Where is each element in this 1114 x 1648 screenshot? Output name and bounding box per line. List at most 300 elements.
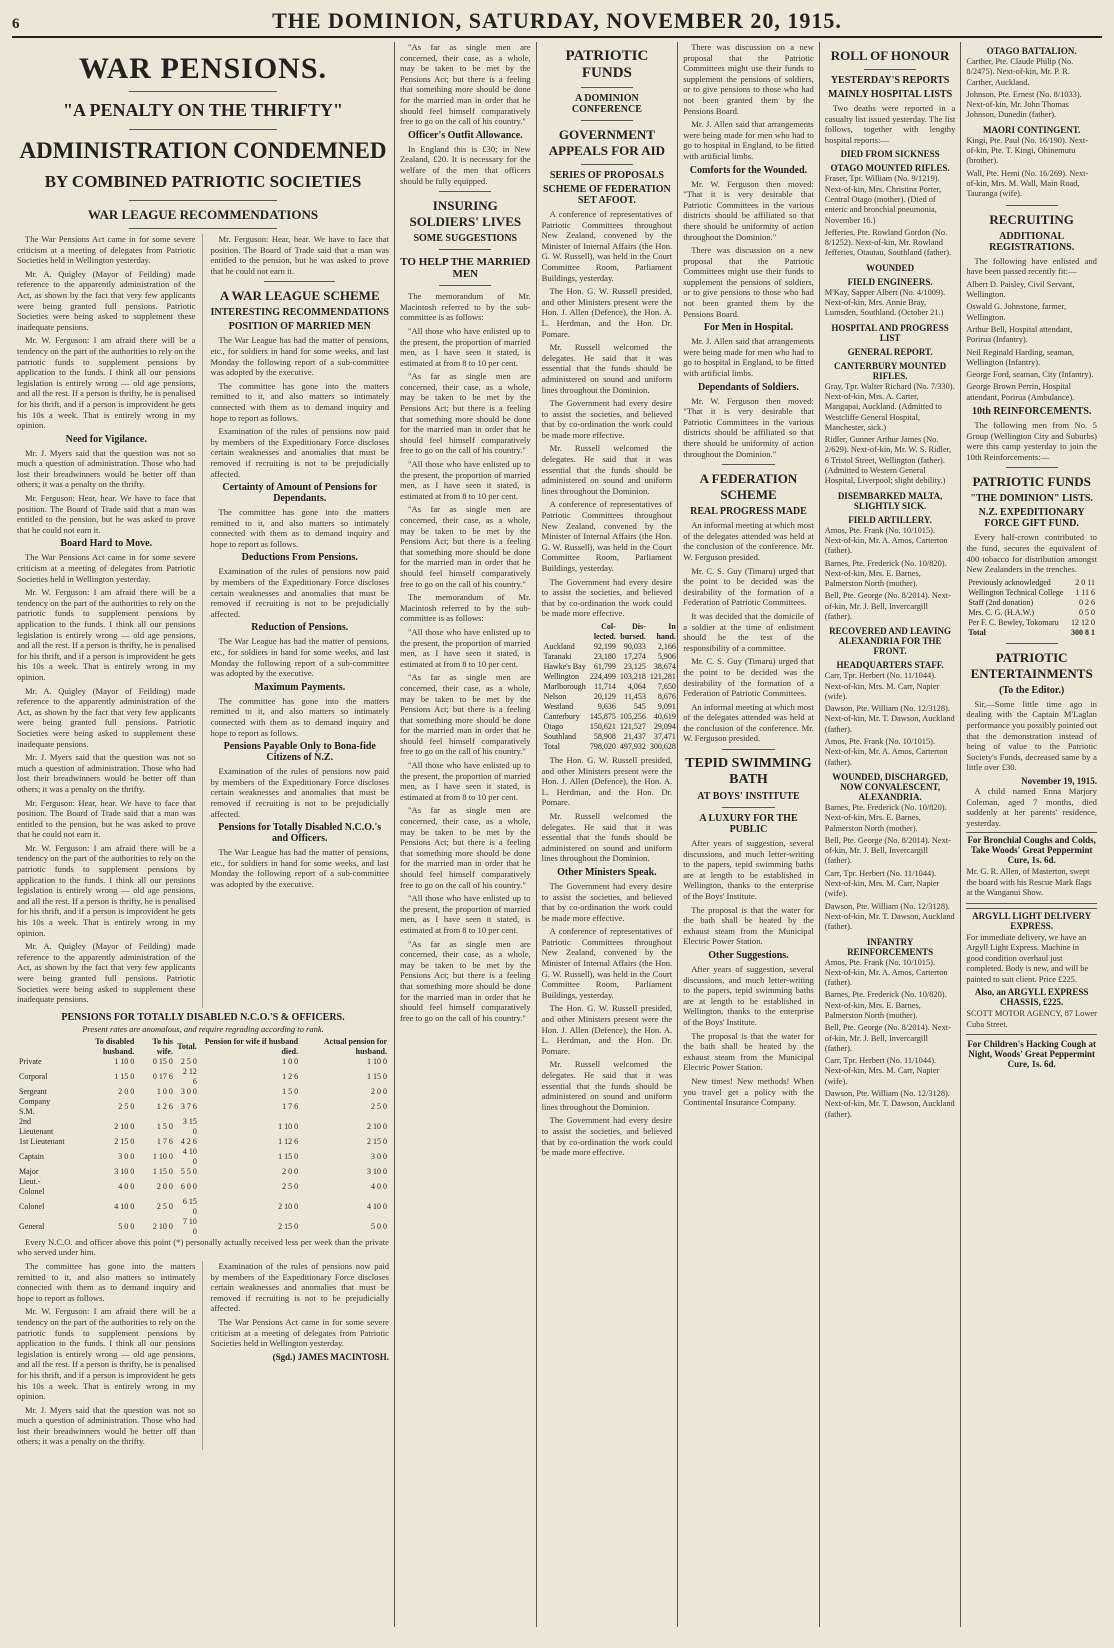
table-cell: Per F. C. Bewley, Tokomaru bbox=[968, 617, 1059, 627]
ad-title: Also, an ARGYLL EXPRESS CHASSIS, £225. bbox=[974, 987, 1089, 1008]
otago-battalion-heading: OTAGO BATTALION. bbox=[986, 46, 1077, 56]
paragraph: The War Pensions Act came in for some severe criticism at a meeting of delegates from Patriotic Societies held in Wellington yesterday. bbox=[17, 552, 196, 584]
list-item: Amos, Pte. Frank (No. 10/1015). Next-of-kin, Mr. A. Amos, Carterton (father). bbox=[824, 525, 948, 556]
paragraph: The War League has had the matter of pensions, etc., for soldiers in hand for some weeks, and last Monday the following report of a sub-committee was adopted by the executive. bbox=[210, 636, 389, 679]
table-header-cell bbox=[17, 1037, 67, 1057]
paragraph: Mr. Ferguson: Hear, hear. We have to face that position. The Board of Trade said that a man was entitled to the pension, but he was asked to prove that he could not earn it. bbox=[210, 234, 389, 276]
paragraph: "All those who have enlisted up to the present, the proportion of married men, as I have seen it stated, is estimated at from 8 to 10 per cent. bbox=[400, 893, 531, 935]
recruiting-intro: The following have enlisted and have been passed recently fit:— bbox=[966, 255, 1097, 277]
pension-table-title: PENSIONS FOR TOTALLY DISABLED N.C.O.'S & OFFICERS. bbox=[61, 1011, 345, 1023]
table-row bbox=[966, 588, 1097, 598]
war-league-title: A WAR LEAGUE SCHEME bbox=[219, 288, 380, 304]
subheading: Other Suggestions. bbox=[708, 950, 789, 961]
paragraph: Mr. J. Myers said that the question was not so much a question of administration. Those who had lost their breadwinners would be better off than others; it was a penalty on the thrifty. bbox=[17, 1404, 196, 1447]
table-cell: Marlborough bbox=[543, 681, 586, 691]
table-header-cell: Pension for wife if husband died. bbox=[204, 1036, 299, 1056]
table-cell: 0 15 0 bbox=[152, 1056, 173, 1066]
table-cell: 4 2 6 bbox=[180, 1136, 197, 1146]
ad-title: For Children's Hacking Cough at Night, Woods' Great Peppermint Cure, 1s. 6d. bbox=[967, 1039, 1097, 1070]
to-editor: (To the Editor.) bbox=[999, 684, 1065, 696]
table-cell: 300,628 bbox=[649, 741, 676, 751]
conference-heading: A DOMINION CONFERENCE bbox=[571, 93, 642, 115]
table-row bbox=[542, 702, 678, 712]
list-item: George Ford, seaman, City (Infantry). bbox=[966, 370, 1094, 380]
entertainments-text: Sir,—Some little time ago in dealing with the Captain M'Laglan performance you possibly pointed out that the demonstration instead of being of value to the Patriotic Society's Funds, decreased same by a little over £30. bbox=[966, 698, 1097, 773]
table-cell: 0 5 0 bbox=[1078, 607, 1095, 617]
funds-table bbox=[542, 622, 678, 752]
table-cell: Colonel bbox=[19, 1201, 45, 1211]
table-cell: Corporal bbox=[19, 1071, 48, 1081]
letter-date: November 19, 1915. bbox=[1021, 775, 1097, 786]
table-cell: Hawke's Bay bbox=[543, 661, 586, 671]
paragraph: "As far as single men are concerned, their case, as a whole, may be taken to be met by the Pensions Act; but there is a feeling that something more should be done for the married man in order that he should feel himself comparatively free to go on the call of his country." bbox=[400, 805, 531, 890]
paragraph: Mr. Russell welcomed the delegates. He said that it was essential that the funds should be administered on sound and uniform lines throughout the Dominion. bbox=[541, 443, 673, 496]
paragraph: New times! New methods! When you travel get a policy with the Continental Insurance Company. bbox=[683, 1075, 814, 1108]
table-row bbox=[542, 712, 678, 722]
table-cell: 1 15 0 bbox=[114, 1071, 135, 1081]
pension-table bbox=[17, 1037, 389, 1237]
paragraph: "As far as single men are concerned, their case, as a whole, may be taken to be met by the Pensions Act; but there is a feeling that something more should be done for the married man in order that he should feel himself comparatively free to go on the call of his country." bbox=[400, 42, 531, 127]
table-cell: 0 2 6 bbox=[1078, 597, 1095, 607]
table-cell: 2 0 0 bbox=[118, 1086, 135, 1096]
table-row bbox=[966, 608, 1097, 618]
paragraph: Mr. C. S. Guy (Timaru) urged that the point to be decided was the desirability of the formation of a Federation of Patriotic Committees. bbox=[683, 656, 814, 699]
paragraph: Mr. W. Ferguson: I am afraid there will be a tendency on the part of the authorities to rely on the patriotic funds to supplement pensions by application to the funds. I think all our pensions legislation is entirely wrong — old age pensions, and all the rest. If a person is thrifty, he is penalised for his thrift, and if a person is improvident he gets his 10s a week. That is entirely wrong in my opinion. bbox=[17, 1306, 196, 1402]
subheading: Certainty of Amount of Pensions for Dependants. bbox=[222, 482, 378, 505]
paragraph: Mr. Russell welcomed the delegates. He said that it was essential that the funds should be administered on sound and uniform lines throughout the Dominion. bbox=[541, 810, 673, 864]
table-cell: 5,906 bbox=[657, 651, 676, 661]
table-cell: 40,619 bbox=[653, 711, 676, 721]
table-cell: 4 10 0 bbox=[114, 1201, 135, 1211]
table-cell: 3 10 0 bbox=[114, 1166, 135, 1176]
paragraph: The committee has gone into the matters remitted to it, and also matters so intimately connected with them as to demand inquiry and hope to report as follows. bbox=[210, 380, 389, 423]
paragraph: Mr. W. Ferguson then moved: "That it is very desirable that Patriotic Committees in the various districts should be affiliated so that there should be uniformity of action throughout the Dominion." bbox=[683, 395, 814, 459]
donations-total: 300 8 1 bbox=[1070, 627, 1095, 637]
table-cell: 29,094 bbox=[653, 721, 676, 731]
table-cell: 7,650 bbox=[657, 681, 676, 691]
paragraph: Mr. W. Ferguson: I am afraid there will be a tendency on the part of the authorities to rely on the patriotic funds to supplement pensions by application to the funds. I think all our pensions legislation is entirely wrong — old age pensions, and all the rest. If a person is thrifty, he is penalised for his thrift, and if a person is improvident he gets his 10s a week. That is entirely wrong in my opinion. bbox=[17, 842, 196, 938]
table-header-cell: Col-lected. bbox=[593, 621, 616, 641]
paragraph: There was discussion on a new proposal that the Patriotic Committees might use their funds to supplement the pensions of soldiers, or to give pensions to those who had not been granted them by the Pensions Board. bbox=[683, 245, 814, 319]
war-league-sub2: POSITION OF MARRIED MEN bbox=[228, 321, 371, 333]
table-cell: 2 15 0 bbox=[114, 1136, 135, 1146]
table-header-cell: To disabled husband. bbox=[95, 1036, 135, 1056]
table-cell: 2,166 bbox=[657, 641, 676, 651]
insuring-sub: SOME SUGGESTIONS bbox=[413, 233, 518, 245]
table-cell: 2 5 0 bbox=[180, 1056, 197, 1066]
table-row bbox=[542, 642, 678, 652]
table-header-cell: Dis-bursed. bbox=[620, 621, 646, 641]
table-cell: Private bbox=[19, 1056, 42, 1066]
table-cell: Previously acknowledged bbox=[968, 577, 1051, 587]
paragraph: The Hon. G. W. Russell presided, and other Ministers present were the Hon. J. Allen (Defence), the Hon. A. L. Herdman, and the Hon. Dr. Pomare. bbox=[541, 286, 673, 339]
table-cell: 61,799 bbox=[593, 661, 616, 671]
war-pensions-section bbox=[12, 42, 395, 1627]
table-cell: Company S.M. bbox=[19, 1096, 51, 1116]
table-cell: Auckland bbox=[543, 641, 575, 651]
subheading: Need for Vigilance. bbox=[65, 433, 147, 445]
table-cell: 1 0 0 bbox=[282, 1056, 299, 1066]
list-item: Dawson, Pte. William (No. 12/3128). Next-of-kin, Mr. T. Dawson, Auckland (father). bbox=[824, 1089, 955, 1119]
table-row bbox=[966, 598, 1097, 608]
paragraph: "All those who have enlisted up to the present, the proportion of married men, as I have seen it stated, is estimated at from 8 to 10 per cent. bbox=[400, 459, 531, 501]
table-header-cell: In hand. bbox=[656, 621, 676, 641]
gift-fund: N.Z. EXPEDITIONARY FORCE GIFT FUND. bbox=[978, 507, 1085, 530]
table-cell: 145,875 bbox=[589, 711, 616, 721]
pension-table-subtitle: Present rates are anomalous, and require regrading according to rank. bbox=[82, 1023, 324, 1034]
list-item: Bell, Pte. George (No. 8/2014). Next-of-kin, Mr. J. Bell, Invercargill (father). bbox=[824, 835, 951, 866]
list-item: M'Kay, Sapper Albert (No. 4/1009). Next-of-kin, Mrs. Annie Bray, Lumsden, Southland. (October 21.) bbox=[824, 287, 946, 318]
newspaper-page bbox=[12, 8, 1102, 1628]
subheading: Maximum Payments. bbox=[254, 681, 346, 693]
table-cell: 4 0 0 bbox=[371, 1181, 387, 1191]
table-cell: 11,453 bbox=[624, 691, 646, 701]
table-cell: 21,437 bbox=[623, 731, 646, 741]
subheading: For Men in Hospital. bbox=[703, 322, 794, 334]
signature: (Sgd.) JAMES MACINTOSH. bbox=[272, 1351, 389, 1362]
condemned-heading: ADMINISTRATION CONDEMNED bbox=[19, 138, 387, 163]
table-cell: Staff (2nd donation) bbox=[968, 597, 1034, 607]
table-cell: 5 0 0 bbox=[371, 1221, 387, 1231]
paragraph: There was discussion on a new proposal that the Patriotic Committees might use their funds to supplement the pensions of soldiers, or to give pensions to those who had not been granted them by the Pensions Board. bbox=[683, 42, 814, 116]
table-cell: 11,714 bbox=[594, 681, 616, 691]
table-cell: 4 0 0 bbox=[118, 1181, 135, 1191]
table-row bbox=[17, 1117, 389, 1137]
list-item: Amos, Pte. Frank (No. 10/1015). Next-of-kin, Mr. A. Amos, Carterton (father). bbox=[824, 737, 948, 767]
married-men-heading: TO HELP THE MARRIED MEN bbox=[400, 256, 531, 281]
subheading: Comforts for the Wounded. bbox=[689, 164, 808, 176]
donations-total-label: Total bbox=[968, 627, 986, 637]
table-cell: 8,676 bbox=[657, 691, 676, 701]
list-item: Dawson, Pte. William (No. 12/3128). Next-of-kin, Mr. T. Dawson, Auckland (father). bbox=[824, 704, 955, 734]
table-cell: 121,281 bbox=[649, 671, 676, 681]
table-row bbox=[17, 1097, 389, 1117]
subheading: Other Ministers Speak. bbox=[557, 866, 657, 878]
table-cell: 37,471 bbox=[653, 731, 676, 741]
table-cell: 103,218 bbox=[619, 671, 646, 681]
officer-allowance-title: Officer's Outfit Allowance. bbox=[407, 129, 523, 141]
unit-heading: FIELD ENGINEERS. bbox=[847, 276, 933, 287]
table-cell: 1 5 0 bbox=[156, 1121, 173, 1131]
funds-box-title: PATRIOTIC FUNDS bbox=[972, 474, 1091, 490]
list-item: Jefferies, Pte. Rowland Gordon (No. 8/1252). Next-of-kin, Mr. Rowland Jefferies, Otautau, Southland (father). bbox=[824, 227, 952, 258]
list-item: Albert D. Paisley, Civil Servant, Wellington. bbox=[966, 279, 1075, 300]
paragraph: An informal meeting at which most of the delegates attended was held at the conclusion of the conference. Mr. W. Ferguson presided. bbox=[683, 701, 814, 744]
paragraph: Mr. A. Quigley (Mayor of Feilding) made reference to the apparently administration of the Act, as shown by the fact that very few applicants were being granted full pensions. Patriotic Societies were being asked to supplement these inadequate pensions. bbox=[17, 941, 196, 1005]
list-item: Oswald G. Johnstone, farmer, Wellington. bbox=[966, 302, 1067, 322]
table-row bbox=[542, 722, 678, 732]
federation-section bbox=[678, 42, 820, 1627]
paragraph: The Government had every desire to assist the societies, and believed that by co-ordination the work could be made more effective. bbox=[541, 880, 673, 923]
table-cell: 2 10 0 bbox=[278, 1201, 299, 1211]
paragraph: The memorandum of Mr. Macintosh referred to by the sub-committee is as follows: bbox=[400, 291, 531, 323]
page-number: 6 bbox=[12, 16, 20, 32]
ad-text: SCOTT MOTOR AGENCY, 87 Lower Cuba Street. bbox=[966, 1009, 1097, 1029]
subheading: Reduction of Pensions. bbox=[251, 622, 349, 634]
table-cell: Captain bbox=[19, 1151, 44, 1161]
advertisement bbox=[966, 832, 1097, 904]
table-row bbox=[542, 662, 678, 672]
list-item: Arthur Bell, Hospital attendant, Porirua (Infantry). bbox=[966, 324, 1073, 345]
table-cell: 121,527 bbox=[619, 721, 646, 731]
table-cell: 2 0 11 bbox=[1075, 577, 1095, 587]
recruiting-section bbox=[961, 42, 1102, 1627]
patriotic-funds-section bbox=[537, 42, 679, 1627]
paragraph: The War League has had the matter of pensions, etc., for soldiers in hand for some weeks, and last Monday the following report of a sub-committee was adopted by the executive. bbox=[210, 335, 389, 378]
table-row bbox=[542, 652, 678, 662]
table-cell: 1 10 0 bbox=[152, 1151, 173, 1161]
paragraph: Mr. W. Ferguson: I am afraid there will be a tendency on the part of the authorities to rely on the patriotic funds to supplement pensions by application to the funds. I think all our pensions legislation is entirely wrong — old age pensions, and all the rest. If a person is thrifty, he is penalised for his thrift, and if a person is improvident he gets his 10s a week. That is entirely wrong in my opinion. bbox=[17, 335, 196, 431]
officer-allowance-text: In England this is £30; in New Zealand, £20. It is necessary for the welfare of the men that officers should be fully equipped. bbox=[400, 143, 531, 186]
table-cell: 5 0 0 bbox=[118, 1221, 135, 1231]
insuring-section bbox=[395, 42, 537, 1627]
table-cell: Major bbox=[19, 1166, 39, 1176]
table-cell: 2 15 0 bbox=[367, 1136, 387, 1146]
list-item: Carr, Tpr. Herbert (No. 11/1044). Next-of-kin, Mrs. M. Carr, Napier (wife). bbox=[824, 1056, 940, 1086]
paragraph: The proposal is that the water for the bath shall be heated by the exhaust steam from the Municipal Electric Power Station. bbox=[683, 904, 814, 947]
table-cell: 3 7 6 bbox=[180, 1101, 197, 1111]
table-row bbox=[17, 1197, 389, 1217]
table-cell: 92,199 bbox=[593, 641, 616, 651]
patriotic-title: PATRIOTIC FUNDS bbox=[565, 48, 649, 81]
table-row bbox=[542, 732, 678, 742]
table-cell: 1 10 0 bbox=[114, 1056, 135, 1066]
list-item: Barnes, Pte. Frederick (No. 10/820). Next-of-kin, Mrs. E. Barnes, Palmerston North (mother). bbox=[824, 802, 947, 833]
paragraph: "As far as single men are concerned, their case, as a whole, may be taken to be met by the Pensions Act; but there is a feeling that something more should be done for the married man in order that he should feel himself comparatively free to go on the call of his country." bbox=[400, 938, 531, 1023]
paragraph: The Hon. G. W. Russell presided, and other Ministers present were the Hon. J. Allen (Defence), the Hon. A. L. Herdman, and the Hon. Dr. Pomare. bbox=[541, 1003, 673, 1056]
table-cell: 4,064 bbox=[627, 681, 646, 691]
table-row bbox=[542, 692, 678, 702]
table-cell: 1 2 6 bbox=[156, 1101, 173, 1111]
war-pensions-title: WAR PENSIONS. bbox=[78, 52, 328, 85]
table-cell: 3 0 0 bbox=[180, 1086, 197, 1096]
table-cell: 3 10 0 bbox=[367, 1166, 387, 1176]
list-item: Amos, Pte. Frank (No. 10/1015). Next-of-kin, Mr. A. Amos, Carterton (father). bbox=[824, 957, 948, 988]
list-item: Carther, Pte. Claude Philip (No. 8/2475). Next-of-kin, Mr. P. R. Carther, Auckland. bbox=[966, 57, 1074, 87]
disembarked-heading: DISEMBARKED MALTA, SLIGHTLY SICK. bbox=[837, 490, 943, 511]
paragraph: The War League has had the matter of pensions, etc., for soldiers in hand for some weeks, and last Monday the following report of a sub-committee was adopted by the executive. bbox=[210, 847, 389, 889]
paragraph: After years of suggestion, several discussions, and much letter-writing to the papers, tepid swimming baths are at length to be established in Wellington, thanks to the enterprise of the Boys' Institute. bbox=[683, 964, 814, 1027]
list-item: Carr, Tpr. Herbert (No. 11/1044). Next-of-kin, Mrs. M. Carr, Napier (wife). bbox=[824, 868, 940, 899]
paragraph: The committee has gone into the matters remitted to it, and also matters so intimately connected with them as to demand inquiry and hope to report as follows. bbox=[17, 1260, 196, 1303]
paragraph: The War Pensions Act came in for some severe criticism at a meeting of delegates from Patriotic Societies held in Wellington yesterday. bbox=[17, 234, 196, 266]
table-row bbox=[17, 1137, 389, 1147]
paragraph: Examination of the rules of pensions now paid by members of the Expeditionary Force discloses certain weaknesses and anomalies that must be removed if recruiting is not to be prejudicially affected. bbox=[210, 426, 389, 479]
table-cell: Southland bbox=[543, 731, 577, 741]
paragraph: "All those who have enlisted up to the present, the proportion of married men, as I have seen it stated, is estimated at from 8 to 10 per cent. bbox=[400, 760, 531, 802]
reports-heading: YESTERDAY'S REPORTS bbox=[830, 75, 950, 86]
roll-title: ROLL OF HONOUR bbox=[830, 48, 950, 63]
table-header-cell: Actual pension for husband. bbox=[323, 1036, 387, 1056]
paragraph: "As far as single men are concerned, their case, as a whole, may be taken to be met by the Pensions Act; but there is a feeling that something more should be done for the married man in order that he should feel himself comparatively free to go on the call of his country." bbox=[400, 371, 531, 456]
ad-text: Mr. G. R. Allen, of Masterton, swept the board with his Rescue Mark flags at the Wanganui Show. bbox=[966, 867, 1092, 898]
paragraph: "As far as single men are concerned, their case, as a whole, may be taken to be met by the Pensions Act; but there is a feeling that something more should be done for the married man in order that he should feel himself comparatively free to go on the call of his country." bbox=[400, 504, 531, 589]
list-item: Kingi, Pte. Paul (No. 16/190). Next-of-kin, Pte. T. Kingi, Ohinemutu (brother). bbox=[966, 135, 1089, 166]
table-cell: Sergeant bbox=[19, 1086, 47, 1096]
table-row bbox=[966, 618, 1097, 628]
federation-heading: SCHEME OF FEDERATION SET AFOOT. bbox=[542, 184, 671, 206]
table-cell: 2 5 0 bbox=[371, 1101, 387, 1111]
paragraph: Mr. J. Allen said that arrangements were being made for men who had to go to hospital in England, to be fitted with artificial limbs. bbox=[683, 119, 814, 161]
paragraph: "All those who have enlisted up to the present, the proportion of married men, as I have seen it stated, is estimated at from 8 to 10 per cent. bbox=[400, 626, 531, 669]
list-item: Barnes, Pte. Frederick (No. 10/820). Next-of-kin, Mrs. E. Barnes, Palmerston North (mother). bbox=[824, 558, 947, 589]
recruiting-title: RECRUITING bbox=[989, 211, 1074, 227]
table-cell: Westland bbox=[543, 701, 574, 711]
dominion-lists: "THE DOMINION" LISTS. bbox=[970, 493, 1093, 505]
table-cell: 12 12 0 bbox=[1070, 617, 1095, 627]
paragraph: A conference of representatives of Patriotic Committees throughout New Zealand, convened by the Minister of Internal Affairs (the Hon. G. W. Russell), was held in the Court Committee Room, Parliament Buildings, yesterday. bbox=[541, 926, 673, 1000]
table-cell: 3 0 0 bbox=[371, 1151, 387, 1161]
paragraph: Mr. A. Quigley (Mayor of Feilding) made reference to the apparently administration of the Act, as shown by the fact that very few applicants were being granted full pensions. Patriotic Societies were being asked to supplement these inadequate pensions. bbox=[17, 268, 196, 332]
table-cell: Otago bbox=[543, 721, 564, 731]
table-cell: 2 5 0 bbox=[118, 1101, 135, 1111]
table-cell: Nelson bbox=[543, 691, 567, 701]
paragraph: It was decided that the domicile of a soldier at the time of enlistment should be the test of the responsibility of a committee. bbox=[683, 610, 814, 653]
newspaper-title: THE DOMINION, SATURDAY, NOVEMBER 20, 1915. bbox=[272, 8, 842, 33]
table-cell: 5 5 0 bbox=[180, 1166, 197, 1176]
wounded-discharged-heading: WOUNDED, DISCHARGED, NOW CONVALESCENT, ALEXANDRIA. bbox=[832, 771, 948, 802]
paragraph: The Government had every desire to assist the societies, and believed that by co-ordination the work could be made more effective. bbox=[541, 1115, 673, 1158]
list-item: Carr, Tpr. Herbert (No. 11/1044). Next-of-kin, Mrs. M. Carr, Napier (wife). bbox=[824, 671, 940, 701]
hospital-heading: HOSPITAL AND PROGRESS LIST bbox=[831, 322, 949, 343]
table-row bbox=[17, 1057, 389, 1067]
table-cell: 497,932 bbox=[619, 741, 646, 751]
list-item: Dawson, Pte. William (No. 12/3128). Next-of-kin, Mr. T. Dawson, Auckland (father). bbox=[824, 901, 955, 932]
table-cell: 1 12 6 bbox=[278, 1136, 299, 1146]
paragraph: Mr. Ferguson: Hear, hear. We have to face that position. The Board of Trade said that a man was entitled to the pension, but he was asked to prove that he could not earn it. bbox=[17, 493, 196, 535]
table-cell: 2 5 0 bbox=[282, 1181, 299, 1191]
table-cell: 20,129 bbox=[593, 691, 616, 701]
societies-heading: BY COMBINED PATRIOTIC SOCIETIES bbox=[44, 172, 362, 191]
list-item: Neil Reginald Harding, seaman, Wellington (Infantry). bbox=[966, 347, 1075, 367]
paragraph: Mr. Ferguson: Hear, hear. We have to face that position. The Board of Trade said that a man was entitled to the pension, but he was asked to prove that he could not earn it. bbox=[17, 797, 196, 840]
list-item: Ridler, Gunner Arthur James (No. 2/629). Next-of-kin, Mr. W. S. Ridler, 6 Tristol Street, Wellington (father). (Admitted to Western General Hospital, Liverpool; slight debility.) bbox=[824, 435, 952, 486]
list-item: George Brown Perrin, Hospital attendant, Porirua (Ambulance). bbox=[966, 382, 1075, 402]
paragraph: Mr. C. S. Guy (Timaru) urged that the point to be decided was the desirability of the formation of a Federation of Patriotic Committees. bbox=[683, 565, 814, 608]
list-item: Fraser, Tpr. William (No. 9/1219). Next-of-kin, Mrs. Christina Porter, Central Otago (mother). (Died of enteric and bronchial pneumonia, November 16.) bbox=[824, 174, 942, 225]
list-item: Bell, Pte. George (No. 8/2014). Next-of-kin, Mr. J. Bell, Invercargill (father). bbox=[824, 1023, 951, 1053]
table-cell: 0 17 6 bbox=[152, 1071, 173, 1081]
paragraph: The Government had every desire to assist the societies, and believed that by co-ordination the work could be made more effective. bbox=[541, 576, 673, 619]
paragraph: Examination of the rules of pensions now paid by members of the Expeditionary Force discloses certain weaknesses and anomalies that must be removed if recruiting is not to be prejudicially affected. bbox=[210, 566, 389, 619]
table-cell: 6 15 0 bbox=[182, 1196, 197, 1216]
paragraph: An informal meeting at which most of the delegates attended was held at the conclusion of the conference. Mr. W. Ferguson presided. bbox=[683, 520, 814, 562]
gift-fund-text: Every half-crown contributed to the fund, secures the equivalent of 400 tobacco for distribution amongst New Zealanders in the trenches. bbox=[966, 532, 1097, 575]
table-cell: 2 12 6 bbox=[182, 1066, 197, 1086]
entertainments-title: PATRIOTIC ENTERTAINMENTS bbox=[970, 649, 1093, 681]
table-cell: 798,020 bbox=[589, 741, 616, 751]
list-item: Bell, Pte. George (No. 8/2014). Next-of-kin, Mr. J. Bell, Invercargill (father). bbox=[824, 591, 951, 621]
table-cell: Canterbury bbox=[543, 711, 580, 721]
subheading: Pensions for Totally Disabled N.C.O.'s and Officers. bbox=[218, 822, 382, 845]
paragraph: Mr. Russell welcomed the delegates. He said that it was essential that the funds should be administered on sound and uniform lines throughout the Dominion. bbox=[541, 342, 673, 395]
table-row bbox=[17, 1177, 389, 1197]
table-row bbox=[17, 1147, 389, 1167]
table-cell: 6 0 0 bbox=[180, 1181, 197, 1191]
died-heading: DIED FROM SICKNESS bbox=[840, 149, 940, 160]
paragraph: Mr. J. Myers said that the question was not so much a question of administration. Those who had lost their breadwinners would be better off than others; it was a penalty on the thrifty. bbox=[17, 447, 196, 490]
paragraph: Examination of the rules of pensions now paid by members of the Expeditionary Force discloses certain weaknesses and anomalies that must be removed if recruiting is not to be prejudicially affected. bbox=[210, 1260, 389, 1314]
roll-intro: Two deaths were reported in a casualty list issued yesterday. The list follows, together with lengthy hospital reports:— bbox=[824, 103, 956, 145]
table-cell: 2 0 0 bbox=[282, 1166, 299, 1176]
paragraph: The War Pensions Act came in for some severe criticism at a meeting of delegates from Patriotic Societies held in Wellington yesterday. bbox=[210, 1316, 389, 1349]
paragraph: A conference of representatives of Patriotic Committees throughout New Zealand, convened by the Minister of Internal Affairs (the Hon. G. W. Russell), was held in the Court Committee Room, Parliament Buildings, yesterday. bbox=[541, 209, 673, 283]
table-cell: Wellington Technical College bbox=[968, 587, 1064, 597]
table-row bbox=[542, 742, 678, 752]
table-cell: General bbox=[19, 1221, 45, 1231]
subheading: Dependants of Soldiers. bbox=[698, 381, 799, 393]
table-cell: 2 0 0 bbox=[371, 1086, 387, 1096]
table-cell: 9,636 bbox=[597, 701, 616, 711]
table-cell: Wellington bbox=[543, 671, 579, 681]
table-cell: 1 15 0 bbox=[152, 1166, 173, 1176]
table-row bbox=[17, 1067, 389, 1087]
general-heading: GENERAL REPORT. bbox=[847, 346, 933, 357]
reinforcements-heading: INFANTRY REINFORCEMENTS bbox=[847, 936, 934, 957]
mainly-heading: MAINLY HOSPITAL LISTS bbox=[828, 89, 953, 100]
tepid-sub: AT BOYS' INSTITUTE bbox=[697, 791, 800, 803]
table-cell: 2 10 0 bbox=[152, 1221, 173, 1231]
paragraph: Mr. W. Ferguson then moved: "That it is very desirable that Patriotic Committees in the various districts should be affiliated so that there should be uniformity of action throughout the Dominion." bbox=[683, 178, 814, 242]
tenth-heading: 10th REINFORCEMENTS. bbox=[971, 406, 1092, 418]
paragraph: The memorandum of Mr. Macintosh referred to by the sub-committee is as follows: bbox=[400, 592, 531, 624]
table-cell: 1 15 0 bbox=[278, 1151, 299, 1161]
table-cell: 1 15 0 bbox=[367, 1071, 387, 1081]
wounded-heading: WOUNDED bbox=[866, 262, 915, 273]
table-cell: 17,274 bbox=[623, 651, 646, 661]
federation-scheme-title: A FEDERATION SCHEME bbox=[699, 471, 798, 503]
list-item: Johnson, Pte. Ernest (No. 8/1033). Next-of-kin, Mr. John Thomas Johnson, Dunedin (father). bbox=[966, 89, 1082, 120]
subheading: Pensions Payable Only to Bona-fide Citizens of N.Z. bbox=[223, 741, 376, 764]
proposals-heading: SERIES OF PROPOSALS bbox=[549, 170, 664, 181]
donations-table bbox=[966, 578, 1097, 638]
table-row bbox=[542, 682, 678, 692]
table-cell: 9,091 bbox=[657, 701, 676, 711]
table-cell: Taranaki bbox=[543, 651, 572, 661]
recovered-heading: RECOVERED AND LEAVING ALEXANDRIA FOR THE FRONT. bbox=[829, 626, 951, 657]
table-cell: 1 7 6 bbox=[156, 1136, 173, 1146]
table-row bbox=[17, 1217, 389, 1237]
paragraph: "All those who have enlisted up to the present, the proportion of married men, as I have seen it stated, is estimated at from 8 to 10 per cent. bbox=[400, 325, 531, 368]
unit-heading: CANTERBURY MOUNTED RIFLES. bbox=[834, 360, 947, 381]
paragraph: Mr. J. Allen said that arrangements were being made for men who had to go to hospital in England, to be fitted with artificial limbs. bbox=[683, 336, 814, 379]
table-cell: 38,674 bbox=[653, 661, 676, 671]
table-cell: 3 15 0 bbox=[182, 1116, 197, 1136]
subheading: Board Hard to Move. bbox=[60, 538, 153, 550]
table-cell: 1 5 0 bbox=[282, 1086, 299, 1096]
ad-title: For Bronchial Coughs and Colds, Take Woods' Great Peppermint Cure, 1s. 6d. bbox=[967, 835, 1096, 866]
paragraph: Mr. J. Myers said that the question was not so much a question of administration. Those who had lost their breadwinners would be better off than others; it was a penalty on the thrifty. bbox=[17, 752, 196, 794]
table-row bbox=[542, 672, 678, 682]
appeals-heading: GOVERNMENT APPEALS FOR AID bbox=[548, 127, 666, 158]
table-cell: 2 10 0 bbox=[114, 1121, 135, 1131]
table-cell: Total bbox=[543, 741, 560, 751]
paragraph: "As far as single men are concerned, their case, as a whole, may be taken to be met by the Pensions Act; but there is a feeling that something more should be done for the married man in order that he should feel himself comparatively free to go on the call of his country." bbox=[400, 672, 531, 757]
pension-table-note: Every N.C.O. and officer above this point (*) personally actually received less per week than the private who served under him. bbox=[17, 1236, 389, 1258]
league-heading: WAR LEAGUE RECOMMENDATIONS bbox=[87, 207, 319, 222]
table-cell: 1 0 0 bbox=[156, 1086, 173, 1096]
additional-heading: ADDITIONAL REGISTRATIONS. bbox=[989, 230, 1075, 253]
table-row bbox=[966, 578, 1097, 588]
unit-heading: HEADQUARTERS STAFF. bbox=[836, 660, 944, 671]
paragraph: Mr. A. Quigley (Mayor of Feilding) made reference to the apparently administration of the Act, as shown by the fact that very few applicants were being granted full pensions. Patriotic Societies were being asked to supplement these inadequate pensions. bbox=[17, 685, 196, 749]
table-cell: 23,180 bbox=[593, 651, 616, 661]
ad-title: ARGYLL LIGHT DELIVERY EXPRESS. bbox=[972, 910, 1092, 931]
advertisement bbox=[966, 908, 1097, 1036]
progress-heading: REAL PROGRESS MADE bbox=[690, 506, 807, 518]
tenth-text: The following men from No. 5 Group (Wellington City and Suburbs) were this camp yesterday to join the 10th Reinforcements:— bbox=[966, 420, 1097, 462]
paragraph: The committee has gone into the matters remitted to it, and also matters so intimately connected with them as to demand inquiry and hope to report as follows. bbox=[210, 695, 389, 738]
